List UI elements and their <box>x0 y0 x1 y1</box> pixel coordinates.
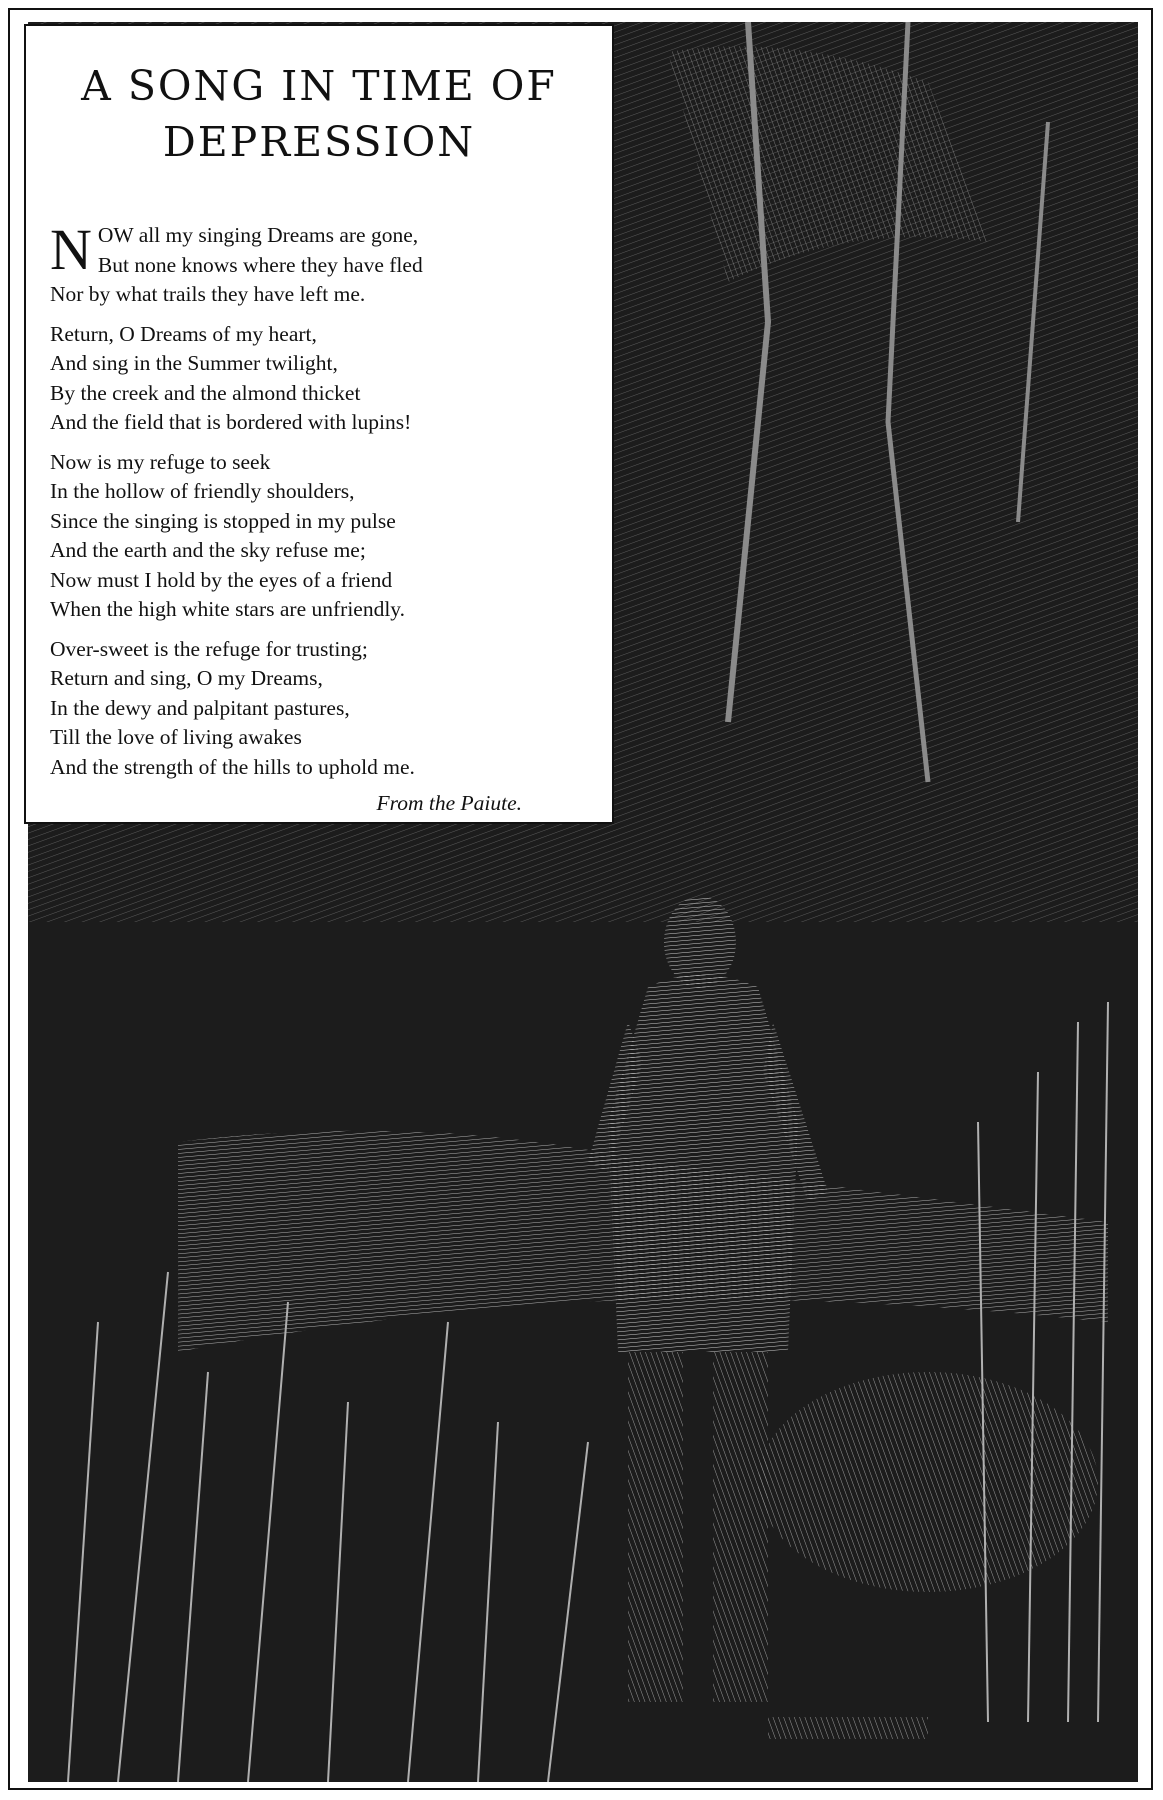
poem-line: OW all my singing Dreams are gone, <box>97 223 419 247</box>
poem-line: Return and sing, O my Dreams, <box>50 666 323 690</box>
title-line-2: DEPRESSION <box>162 118 476 166</box>
poem-line: Over-sweet is the refuge for trusting; <box>50 636 368 661</box>
poem-line: But none knows where they have fled <box>97 252 423 277</box>
poem-line: In the dewy and palpitant pastures, <box>50 695 350 720</box>
poem-line: In the hollow of friendly shoulders, <box>50 479 355 503</box>
poem-line: And the strength of the hills to uphold me. <box>50 754 415 779</box>
poem-line: Now must I hold by the eyes of a friend <box>50 567 393 592</box>
poem-body <box>50 217 600 792</box>
poem-line: Nor by what trails they have left me. <box>50 282 366 306</box>
poem-panel <box>24 24 614 824</box>
page-title <box>26 58 612 170</box>
stanza-3 <box>50 448 600 625</box>
poem-line: Return, O Dreams of my heart, <box>50 321 317 346</box>
poem-attribution: From the Paiute. <box>376 791 522 815</box>
drop-cap: N <box>50 217 92 282</box>
title-line-1: A SONG IN TIME OF <box>81 62 557 110</box>
rock <box>758 1372 1098 1592</box>
artist-signature <box>768 1717 928 1739</box>
poem-line: When the high white stars are unfriendly. <box>50 597 406 621</box>
stanza-2 <box>50 320 600 438</box>
poem-line: And sing in the Summer twilight, <box>50 351 338 375</box>
poem-line: Till the love of living awakes <box>50 725 302 749</box>
stanza-1 <box>50 217 600 310</box>
poem-line: By the creek and the almond thicket <box>50 380 361 405</box>
stanza-4 <box>50 635 600 783</box>
poem-line: Now is my refuge to seek <box>50 449 271 474</box>
poem-line: Since the singing is stopped in my pulse <box>50 508 396 533</box>
poem-line: And the earth and the sky refuse me; <box>50 538 366 562</box>
poem-line: And the field that is bordered with lupins! <box>50 410 412 434</box>
